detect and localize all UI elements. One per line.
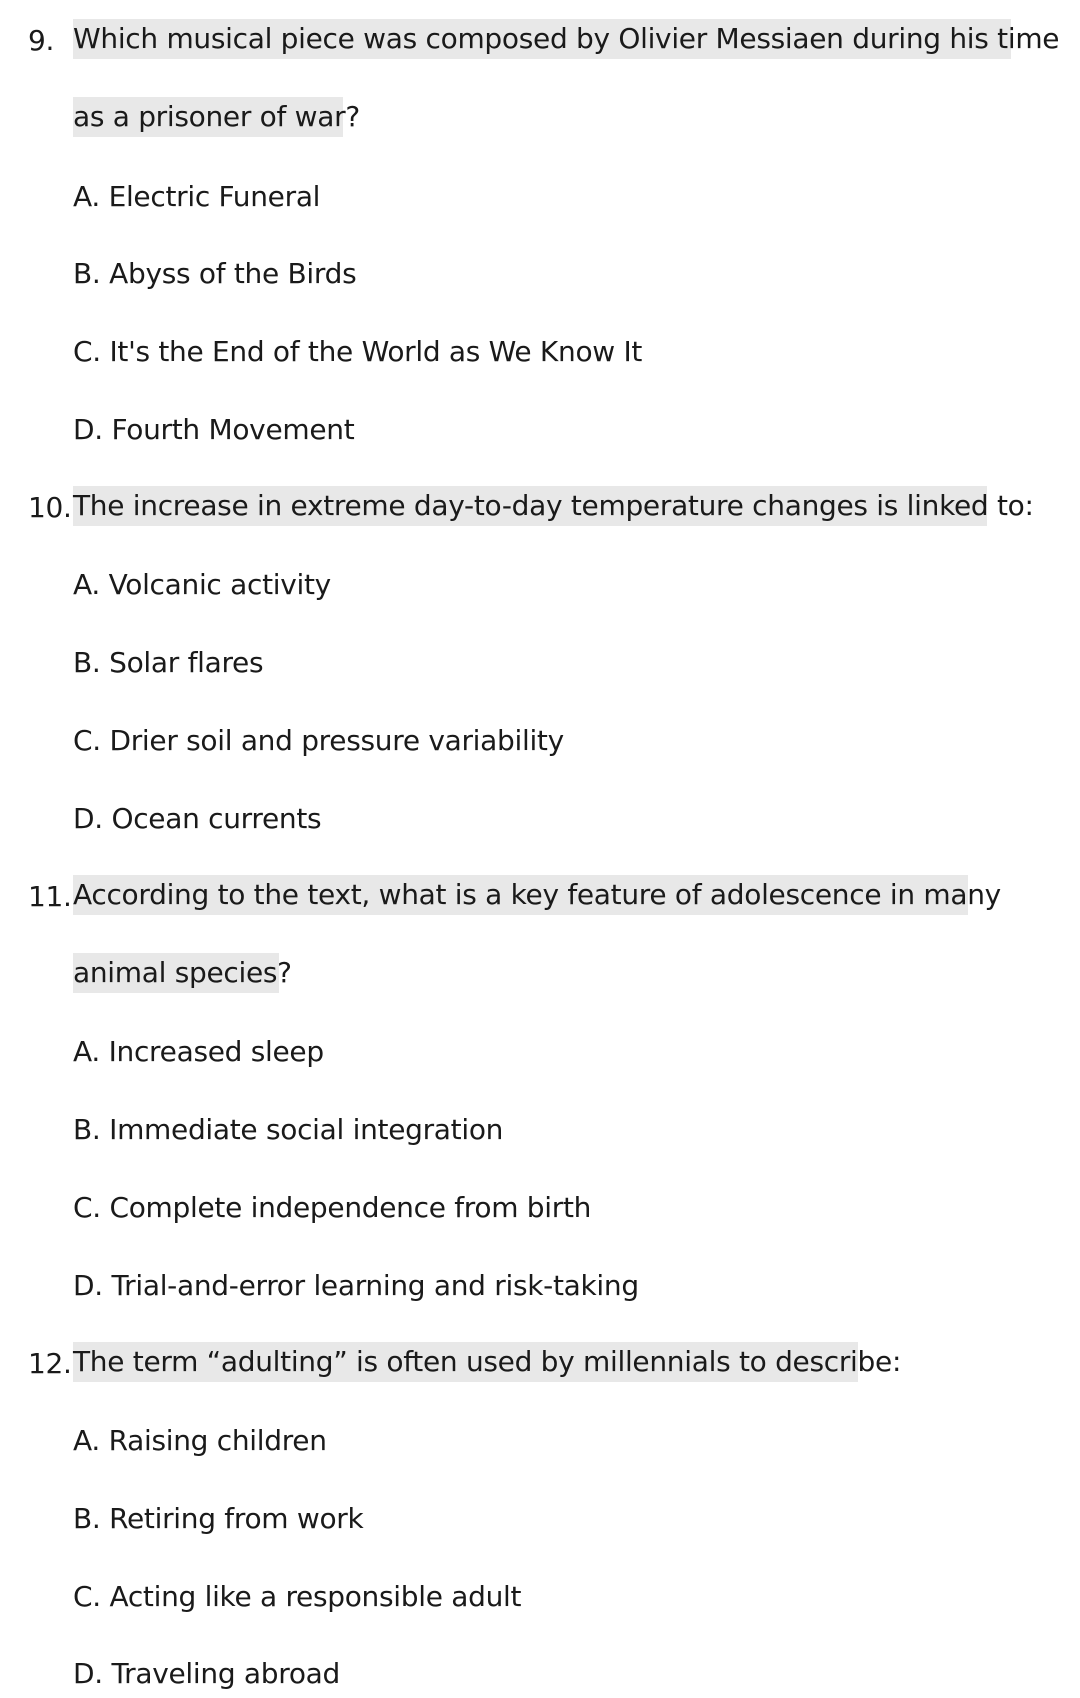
answer-option: A. Increased sleep [73, 1035, 324, 1068]
question-text-line: The increase in extreme day-to-day temperature changes is linked to: [73, 486, 987, 526]
answer-option: D. Traveling abroad [73, 1657, 340, 1690]
question-number: 10. [28, 491, 72, 524]
question-number: 12. [28, 1347, 72, 1380]
answer-option: C. It's the End of the World as We Know It [73, 335, 643, 368]
answer-option: D. Trial-and-error learning and risk-taking [73, 1269, 639, 1302]
answer-option: B. Solar flares [73, 646, 264, 679]
answer-option: B. Immediate social integration [73, 1113, 504, 1146]
answer-option: D. Ocean currents [73, 802, 322, 835]
answer-option: B. Retiring from work [73, 1502, 364, 1535]
answer-option: B. Abyss of the Birds [73, 257, 357, 290]
question-text-line: Which musical piece was composed by Olivier Messiaen during his time [73, 19, 1011, 59]
answer-option: C. Acting like a responsible adult [73, 1580, 522, 1613]
question-text-line: animal species? [73, 953, 279, 993]
answer-option: C. Complete independence from birth [73, 1191, 592, 1224]
answer-option: A. Raising children [73, 1424, 327, 1457]
answer-option: A. Electric Funeral [73, 180, 321, 213]
question-text-line: According to the text, what is a key feature of adolescence in many [73, 875, 968, 915]
question-number: 9. [28, 24, 55, 57]
question-text-line: as a prisoner of war? [73, 97, 343, 137]
answer-option: D. Fourth Movement [73, 413, 355, 446]
question-text-line: The term “adulting” is often used by millennials to describe: [73, 1342, 858, 1382]
answer-option: A. Volcanic activity [73, 568, 331, 601]
question-number: 11. [28, 880, 72, 913]
answer-option: C. Drier soil and pressure variability [73, 724, 564, 757]
